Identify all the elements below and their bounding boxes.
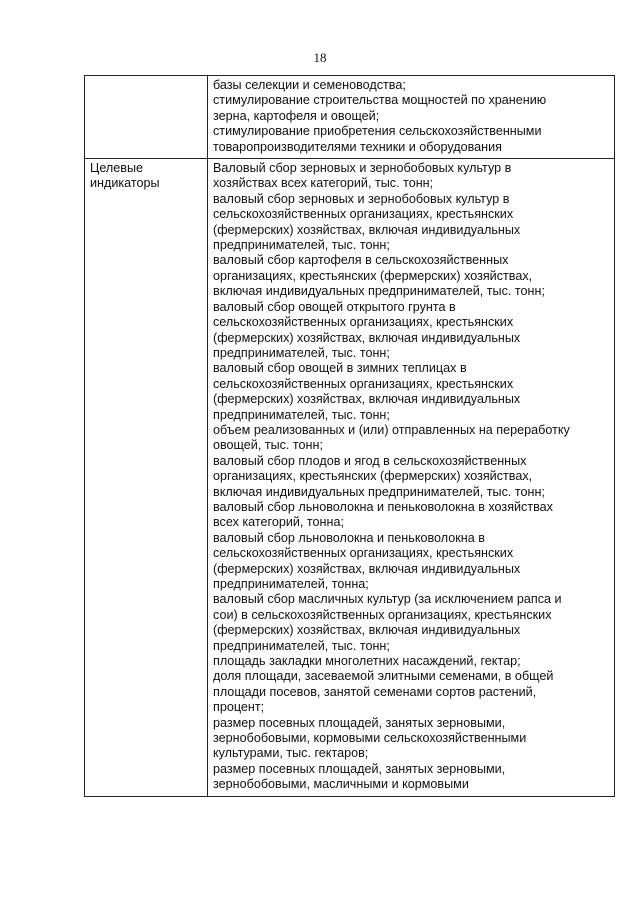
content-line: включая индивидуальных предпринимателей, тыс. тонн; — [213, 484, 545, 499]
content-line: включая индивидуальных предпринимателей, тыс. тонн; — [213, 284, 545, 299]
row-label — [85, 159, 207, 195]
content-line: сельскохозяйственных организациях, крестьянских — [213, 376, 514, 391]
row-content — [208, 159, 614, 796]
program-table — [84, 75, 615, 797]
content-line: (фермерских) хозяйствах, включая индивидуальных — [213, 561, 521, 576]
content-line: хозяйствах всех категорий, тыс. тонн; — [213, 176, 434, 191]
content-line: доля площади, засеваемой элитными семенами, в общей — [213, 669, 554, 684]
content-line: размер посевных площадей, занятых зерновыми, — [213, 715, 506, 730]
content-line: предпринимателей, тыс. тонн; — [213, 345, 390, 360]
content-line: (фермерских) хозяйствах, включая индивидуальных — [213, 623, 521, 638]
content-line: валовый сбор льноволокна и пеньковолокна в — [213, 530, 485, 545]
content-line: предпринимателей, тыс. тонн; — [213, 407, 390, 422]
content-line: всех категорий, тонна; — [213, 515, 344, 530]
content-line: предпринимателей, тонна; — [213, 577, 369, 591]
content-line: (фермерских) хозяйствах, включая индивидуальных — [213, 222, 521, 237]
content-line: валовый сбор масличных культур (за исключением рапса и — [213, 592, 562, 607]
row-label-cell — [85, 76, 208, 159]
content-line: базы селекции и семеноводства; — [213, 78, 406, 92]
content-line: предпринимателей, тыс. тонн; — [213, 638, 390, 653]
content-line: площади посевов, занятой семенами сортов растений, — [213, 684, 537, 699]
content-line: овощей, тыс. тонн; — [213, 438, 323, 453]
label-line: индикаторы — [90, 176, 160, 191]
content-line: сельскохозяйственных организациях, крестьянских — [213, 315, 514, 330]
content-line: сельскохозяйственных организациях, крестьянских — [213, 546, 514, 561]
content-line: товаропроизводителями техники и оборудования — [213, 139, 502, 154]
content-line: валовый сбор зерновых и зернобобовых культур в — [213, 191, 510, 206]
table-body — [85, 76, 615, 797]
content-line: организациях, крестьянских (фермерских) хозяйствах, — [213, 469, 533, 484]
content-line: (фермерских) хозяйствах, включая индивидуальных — [213, 330, 521, 345]
content-line: зернобобовыми, масличными и кормовыми — [213, 777, 469, 792]
table-row — [85, 159, 615, 797]
row-content — [208, 76, 614, 158]
content-line: организациях, крестьянских (фермерских) хозяйствах, — [213, 268, 533, 283]
content-line: сельскохозяйственных организациях, крестьянских — [213, 207, 514, 222]
row-label — [85, 76, 207, 81]
row-content-cell — [208, 159, 615, 797]
content-line: стимулирование строительства мощностей по хранению — [213, 93, 547, 108]
content-line: размер посевных площадей, занятых зерновыми, — [213, 761, 506, 776]
content-line: валовый сбор овощей открытого грунта в — [213, 299, 456, 314]
row-label-cell — [85, 159, 208, 797]
content-line: валовый сбор льноволокна и пеньковолокна в хозяйствах — [213, 499, 553, 514]
content-line: предпринимателей, тыс. тонн; — [213, 238, 390, 253]
row-content-cell — [208, 76, 615, 159]
content-line: зернобобовыми, кормовыми сельскохозяйственными — [213, 731, 527, 746]
label-line: Целевые — [90, 161, 144, 176]
table-row — [85, 76, 615, 159]
content-line: процент; — [213, 700, 265, 715]
content-line: валовый сбор картофеля в сельскохозяйственных — [213, 253, 509, 268]
content-line: культурами, тыс. гектаров; — [213, 746, 369, 761]
page-number: 18 — [313, 50, 327, 65]
content-line: сои) в сельскохозяйственных организациях, крестьянских — [213, 607, 552, 622]
content-line: площадь закладки многолетних насаждений, гектар; — [213, 654, 521, 669]
content-line: Валовый сбор зерновых и зернобобовых культур в — [213, 161, 512, 176]
content-line: стимулирование приобретения сельскохозяйственными — [213, 124, 542, 139]
content-line: валовый сбор плодов и ягод в сельскохозяйственных — [213, 453, 527, 468]
content-line: (фермерских) хозяйствах, включая индивидуальных — [213, 392, 521, 407]
content-line: объем реализованных и (или) отправленных на переработку — [213, 422, 570, 437]
content-line: валовый сбор овощей в зимних теплицах в — [213, 361, 467, 376]
content-line: зерна, картофеля и овощей; — [213, 108, 380, 123]
